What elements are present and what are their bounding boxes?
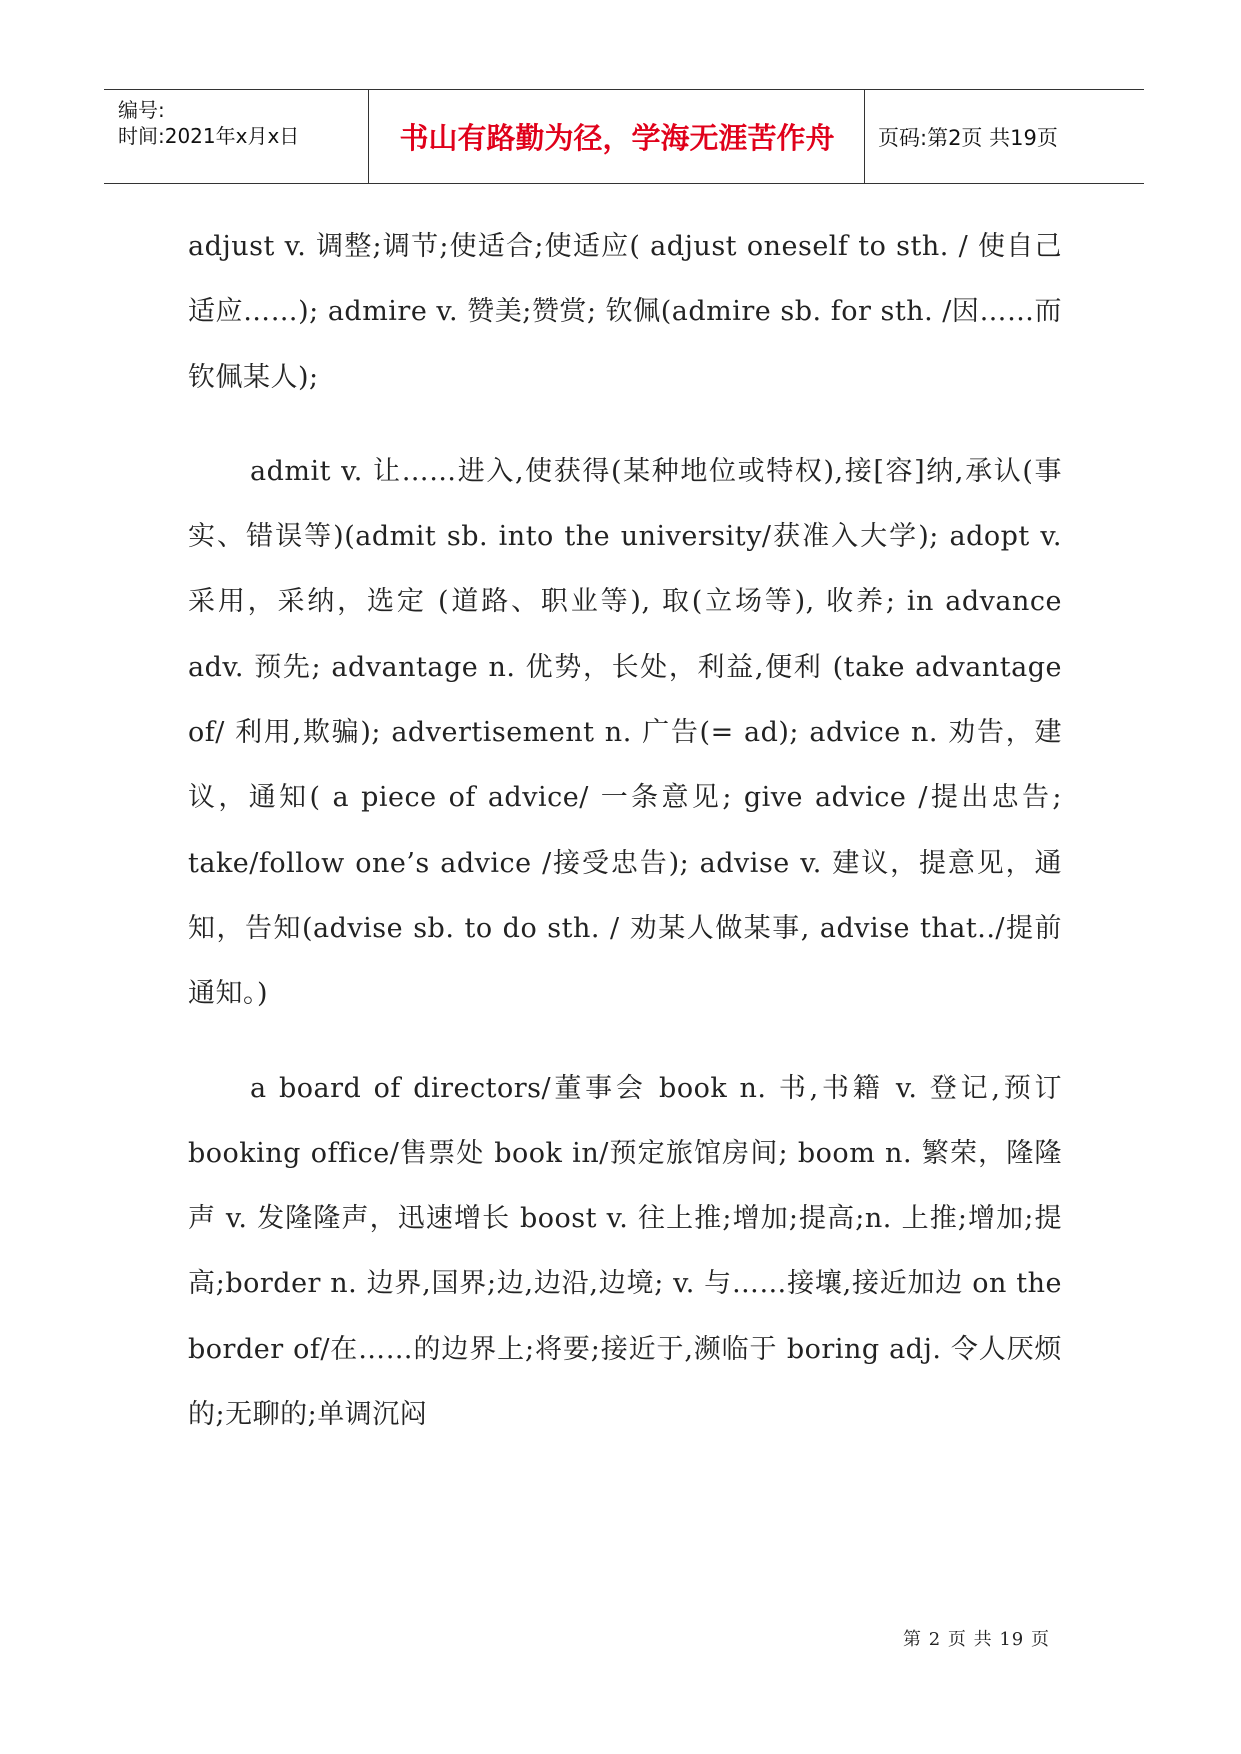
page-header [104, 89, 1144, 184]
time-label: 时间:2021年x月x日 [118, 124, 300, 148]
paragraph-2: admit v. 让……进入,使获得(某种地位或特权),接[容]纳,承认(事实、错误等)(admit sb. into the university/获准入大学); adopt v. 采用，采纳，选定 (道路、职业等), 取(立场等), 收养; in advance adv. 预先; advantage n. 优势，长处，利益,便利 (take advantage of/ 利用,欺骗); advertisement n. 广告(= ad); advice n. 劝告，建议，通知( a piece of advice/ 一条意见; give advice /提出忠告; take/follow one’s advice /接受忠告); advise v. 建议，提意见，通知，告知(advise sb. to do sth. / 劝某人做某事, advise that../提前通知。) [188, 455, 1062, 1010]
page-footer: 第 2 页 共 19 页 [903, 1629, 1050, 1650]
document-body [188, 214, 1062, 1447]
header-page-label: 页码:第2页 共19页 [878, 125, 1058, 150]
header-meta-cell [104, 90, 369, 183]
paragraph-3: a board of directors/董事会 book n. 书,书籍 v. 登记,预订 booking office/售票处 book in/预定旅馆房间; boom n. 繁荣，隆隆声 v. 发隆隆声，迅速增长 boost v. 往上推;增加;提高;n. 上推;增加;提高;border n. 边界,国界;边,边沿,边境; v. 与……接壤,接近加边 on the border of/在……的边界上;将要;接近于,濒临于 boring adj. 令人厌烦的;无聊的;单调沉闷 [188, 1072, 1062, 1431]
paragraph-1: adjust v. 调整;调节;使适合;使适应( adjust oneself to sth. / 使自己适应……); admire v. 赞美;赞赏; 钦佩(admire sb. for sth. /因……而钦佩某人); [188, 231, 1062, 393]
header-motto: 书山有路勤为径，学海无涯苦作舟 [370, 90, 865, 183]
number-label: 编号: [118, 98, 165, 122]
